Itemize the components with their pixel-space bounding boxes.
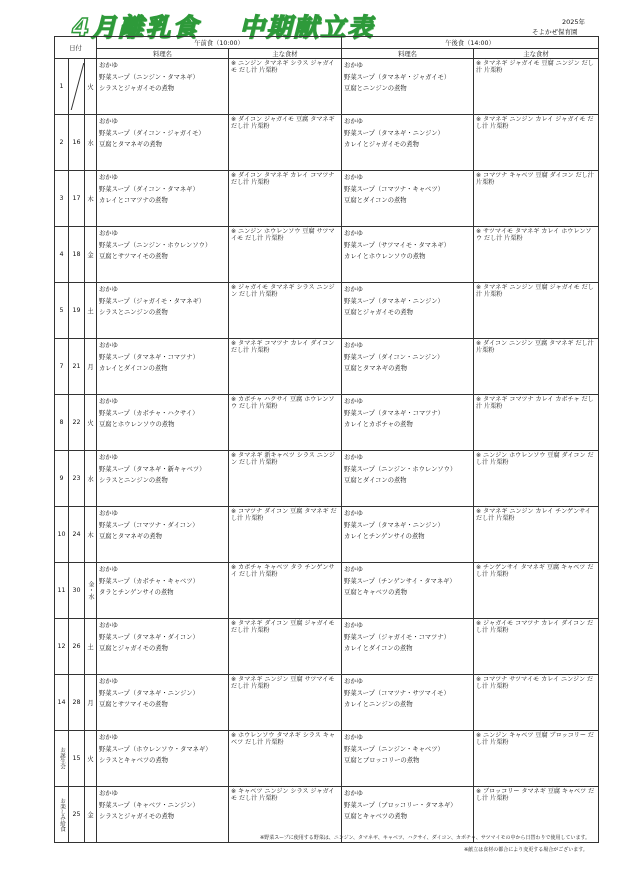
- event-label: お誕生会: [59, 747, 65, 770]
- table-row: [55, 339, 599, 395]
- dish-name: 野菜スープ（サツマイモ・タマネギ）: [344, 241, 450, 249]
- afternoon-dishes: [342, 563, 474, 619]
- dish-name: シラスとキャベツの煮物: [99, 757, 169, 765]
- row-day-of-week: 木: [85, 507, 97, 563]
- dish-name: 豆腐とサツマイモの煮物: [99, 701, 168, 709]
- morning-dishes: [97, 227, 229, 283]
- dish-name: おかゆ: [99, 62, 118, 69]
- dish-name: カレイとニンジンの煮物: [344, 701, 413, 709]
- row-number: 5: [55, 283, 69, 339]
- ingredient-list: ※ カボチャ ハクサイ 豆腐 ホウレンソウ だし汁 片栗粉: [231, 396, 335, 411]
- table-row: [55, 619, 599, 675]
- row-date: 22: [69, 395, 85, 451]
- event-label: お楽しみ給食: [59, 797, 65, 832]
- ingredient-list: ※ ジャガイモ コマツナ カレイ ダイコン だし汁 片栗粉: [476, 620, 594, 635]
- dish-name: 野菜スープ（タマネギ・ニンジン）: [344, 297, 444, 305]
- dish-name: おかゆ: [99, 398, 118, 405]
- afternoon-dishes: [342, 227, 474, 283]
- dish-list: [97, 619, 228, 656]
- dish-list: [97, 115, 228, 152]
- row-day-of-week: 火: [85, 395, 97, 451]
- afternoon-dishes: [342, 395, 474, 451]
- morning-dishes: [97, 115, 229, 171]
- dish-name: 豆腐とダイコンの煮物: [344, 477, 407, 485]
- dish-list: [342, 171, 473, 208]
- dish-name: おかゆ: [99, 566, 118, 573]
- dish-name: 野菜スープ（ブロッコリー・タマネギ）: [344, 801, 457, 809]
- dish-name: おかゆ: [99, 790, 118, 797]
- row-date: 25: [69, 787, 85, 843]
- dish-name: おかゆ: [344, 678, 363, 685]
- dish-name: 野菜スープ（コマツナ・ダイコン）: [99, 521, 199, 529]
- row-number: 1: [55, 59, 69, 115]
- morning-ingredients: [229, 395, 342, 451]
- table-row: [55, 675, 599, 731]
- dish-name: 豆腐とジャガイモの煮物: [99, 645, 168, 653]
- dish-name: 野菜スープ（ジャガイモ・コマツナ）: [344, 633, 450, 641]
- afternoon-ingredients: [474, 507, 599, 563]
- dish-name: シラスとニンジンの煮物: [99, 309, 168, 317]
- dish-list: [342, 227, 473, 264]
- dish-name: おかゆ: [344, 566, 363, 573]
- ingredient-list: ※ ニンジン タマネギ シラス ジャガイモ だし汁 片栗粉: [231, 60, 335, 75]
- row-date: 24: [69, 507, 85, 563]
- ingredient-list: ※ タマネギ コマツナ カレイ ダイコン だし汁 片栗粉: [231, 340, 335, 355]
- dish-name: カレイとホウレンソウの煮物: [344, 253, 426, 261]
- row-day-of-week: 木: [85, 171, 97, 227]
- dish-name: 豆腐とホウレンソウの煮物: [99, 421, 175, 429]
- afternoon-ingredients: [474, 395, 599, 451]
- dish-name: おかゆ: [99, 510, 118, 517]
- dish-list: [97, 395, 228, 432]
- year-label: 2025年: [562, 18, 586, 26]
- table-row: [55, 283, 599, 339]
- ingredient-list: ※ ダイコン タマネギ カレイ コマツナ だし汁 片栗粉: [231, 172, 335, 187]
- morning-dishes: [97, 59, 229, 115]
- dish-name: おかゆ: [344, 230, 363, 237]
- morning-ingredients: [229, 115, 342, 171]
- header-date: 日付: [55, 37, 97, 59]
- row-number: 8: [55, 395, 69, 451]
- table-row: [55, 507, 599, 563]
- dish-name: 豆腐とタマネギの煮物: [99, 533, 162, 541]
- morning-ingredients: [229, 675, 342, 731]
- dish-name: 野菜スープ（タマネギ・ニンジン）: [344, 521, 444, 529]
- row-date: 17: [69, 171, 85, 227]
- dish-list: [342, 563, 473, 600]
- morning-ingredients: [229, 507, 342, 563]
- morning-dishes: [97, 619, 229, 675]
- row-day-of-week: [85, 563, 97, 619]
- dish-name: 豆腐とキャベツの煮物: [344, 589, 407, 597]
- morning-ingredients: [229, 731, 342, 787]
- ingredient-list: ※ タマネギ ニンジン カレイ ジャガイモ だし汁 片栗粉: [476, 116, 594, 131]
- dish-list: [342, 507, 473, 544]
- dish-list: [342, 787, 473, 824]
- ingredient-list: ※ サツマイモ タマネギ カレイ ホウレンソウ だし汁 片栗粉: [476, 228, 592, 243]
- dish-list: [97, 451, 228, 488]
- morning-dishes: [97, 395, 229, 451]
- dish-name: 豆腐とジャガイモの煮物: [344, 309, 413, 317]
- dish-name: 野菜スープ（タマネギ・コマツナ）: [99, 353, 199, 361]
- dish-name: 豆腐とキャベツの煮物: [344, 813, 407, 821]
- afternoon-dishes: [342, 731, 474, 787]
- dish-name: シラスとニンジンの煮物: [99, 477, 168, 485]
- dish-name: 野菜スープ（ジャガイモ・タマネギ）: [99, 297, 206, 305]
- dish-name: 野菜スープ（ニンジン・ホウレンソウ）: [344, 465, 457, 473]
- row-date: 26: [69, 619, 85, 675]
- ingredient-list: ※ タマネギ コマツナ カレイ カボチャ だし汁 片栗粉: [476, 396, 594, 411]
- dish-name: おかゆ: [99, 678, 118, 685]
- dish-list: [342, 619, 473, 656]
- dish-name: 豆腐とブロッコリーの煮物: [344, 757, 420, 765]
- morning-dishes: [97, 171, 229, 227]
- ingredient-list: ※ ニンジン ホウレンソウ 豆腐 ダイコン だし汁 片栗粉: [476, 452, 594, 467]
- ingredient-list: ※ タマネギ ジャガイモ 豆腐 ニンジン だし汁 片栗粉: [476, 60, 594, 75]
- row-date: [69, 59, 85, 115]
- morning-ingredients: [229, 451, 342, 507]
- row-date: 16: [69, 115, 85, 171]
- afternoon-dishes: [342, 675, 474, 731]
- title-left: 4月離乳食: [72, 13, 200, 42]
- afternoon-dishes: [342, 451, 474, 507]
- dish-name: おかゆ: [344, 734, 363, 741]
- dish-name: おかゆ: [344, 118, 363, 125]
- row-number: 14: [55, 675, 69, 731]
- ingredient-list: ※ ホウレンソウ タマネギ シラス キャベツ だし汁 片栗粉: [231, 732, 335, 747]
- dish-name: シラスとジャガイモの煮物: [99, 813, 175, 821]
- header-dish-name-am: 料理名: [97, 49, 229, 59]
- row-date: 15: [69, 731, 85, 787]
- afternoon-ingredients: [474, 675, 599, 731]
- table-row: [55, 563, 599, 619]
- morning-ingredients: [229, 563, 342, 619]
- dish-name: 豆腐とタマネギの煮物: [344, 365, 407, 373]
- row-number: 7: [55, 339, 69, 395]
- dish-name: おかゆ: [99, 286, 118, 293]
- dish-name: 野菜スープ（タマネギ・新キャベツ）: [99, 465, 206, 473]
- dish-name: カレイとコマツナの煮物: [99, 197, 168, 205]
- afternoon-dishes: [342, 115, 474, 171]
- morning-dishes: [97, 787, 229, 843]
- dish-list: [97, 675, 228, 712]
- dish-name: 野菜スープ（ニンジン・キャベツ）: [344, 745, 444, 753]
- morning-ingredients: [229, 283, 342, 339]
- dish-name: おかゆ: [344, 622, 363, 629]
- dish-name: おかゆ: [344, 174, 363, 181]
- ingredient-list: ※ タマネギ ニンジン 豆腐 ジャガイモ だし汁 片栗粉: [476, 284, 594, 299]
- afternoon-dishes: [342, 283, 474, 339]
- ingredient-list: ※ ジャガイモ タマネギ シラス ニンジン だし汁 片栗粉: [231, 284, 335, 299]
- row-day-of-week: 金: [85, 787, 97, 843]
- dish-name: カレイとダイコンの煮物: [344, 645, 413, 653]
- row-day-of-week: 土: [85, 619, 97, 675]
- dish-list: [97, 171, 228, 208]
- row-date: 30: [69, 563, 85, 619]
- dish-name: 野菜スープ（カボチャ・ハクサイ）: [99, 409, 199, 417]
- dish-name: おかゆ: [99, 454, 118, 461]
- title-right: 中期献立表: [239, 13, 375, 42]
- dish-list: [97, 507, 228, 544]
- row-number: 11: [55, 563, 69, 619]
- afternoon-dishes: [342, 339, 474, 395]
- morning-ingredients: [229, 619, 342, 675]
- morning-dishes: [97, 451, 229, 507]
- dish-name: 豆腐とサツマイモの煮物: [99, 253, 168, 261]
- dish-name: おかゆ: [99, 118, 118, 125]
- afternoon-dishes: [342, 59, 474, 115]
- dish-name: おかゆ: [99, 734, 118, 741]
- row-number: [55, 787, 69, 843]
- morning-dishes: [97, 339, 229, 395]
- row-day-of-week: 火: [85, 731, 97, 787]
- morning-dishes: [97, 283, 229, 339]
- dish-name: 野菜スープ（タマネギ・ダイコン）: [99, 633, 199, 641]
- afternoon-ingredients: [474, 619, 599, 675]
- dish-name: 豆腐とダイコンの煮物: [344, 197, 407, 205]
- footnote-changes: ※献立は食材の都合により変更する場合がございます。: [464, 847, 588, 853]
- school-name: そよかぜ保育園: [532, 28, 578, 36]
- dish-list: [97, 227, 228, 264]
- ingredient-list: ※ コマツナ ダイコン 豆腐 タマネギ だし汁 片栗粉: [231, 508, 337, 523]
- row-number: 4: [55, 227, 69, 283]
- morning-dishes: [97, 563, 229, 619]
- dish-list: [342, 395, 473, 432]
- dish-name: 野菜スープ（キャベツ・ニンジン）: [99, 801, 199, 809]
- header-morning: 午前食（10:00）: [97, 37, 342, 49]
- ingredient-list: ※ キャベツ ニンジン シラス ジャガイモ だし汁 片栗粉: [231, 788, 335, 803]
- row-day-of-week: 火: [85, 59, 97, 115]
- dish-list: [342, 283, 473, 320]
- ingredient-list: ※ タマネギ ダイコン 豆腐 ジャガイモ だし汁 片栗粉: [231, 620, 335, 635]
- dish-name: カレイとダイコンの煮物: [99, 365, 168, 373]
- dish-name: 野菜スープ（ニンジン・タマネギ）: [99, 73, 199, 81]
- dish-name: 野菜スープ（チンゲンサイ・タマネギ）: [344, 577, 456, 585]
- dish-name: 豆腐とタマネギの煮物: [99, 141, 162, 149]
- dish-name: おかゆ: [344, 454, 363, 461]
- afternoon-ingredients: [474, 227, 599, 283]
- row-date: 23: [69, 451, 85, 507]
- table-row: [55, 171, 599, 227]
- row-day-of-week: 水: [85, 451, 97, 507]
- afternoon-dishes: [342, 171, 474, 227]
- table-row: [55, 115, 599, 171]
- row-number: 12: [55, 619, 69, 675]
- dish-list: [97, 283, 228, 320]
- dish-name: 豆腐とニンジンの煮物: [344, 85, 407, 93]
- morning-ingredients: [229, 227, 342, 283]
- dish-name: 野菜スープ（ニンジン・ホウレンソウ）: [99, 241, 212, 249]
- row-date: 19: [69, 283, 85, 339]
- header-afternoon: 午後食（14:00）: [342, 37, 599, 49]
- dish-name: おかゆ: [99, 230, 118, 237]
- row-date: 21: [69, 339, 85, 395]
- table-row: [55, 451, 599, 507]
- dish-name: 野菜スープ（ダイコン・ニンジン）: [344, 353, 444, 361]
- row-day-of-week: 水: [85, 115, 97, 171]
- table-row: [55, 395, 599, 451]
- ingredient-list: ※ タマネギ ニンジン カレイ チンゲンサイ だし汁 片栗粉: [476, 508, 591, 523]
- dish-name: 野菜スープ（タマネギ・ニンジン）: [99, 689, 199, 697]
- row-day-of-week: 金: [85, 227, 97, 283]
- ingredient-list: ※ ブロッコリー タマネギ 豆腐 キャベツ だし汁 片栗粉: [476, 788, 595, 803]
- row-date: 28: [69, 675, 85, 731]
- row-day-of-week: 月: [85, 339, 97, 395]
- morning-dishes: [97, 675, 229, 731]
- afternoon-ingredients: [474, 283, 599, 339]
- row-date: 18: [69, 227, 85, 283]
- row-number: 3: [55, 171, 69, 227]
- table-row: [55, 227, 599, 283]
- dish-list: [342, 675, 473, 712]
- afternoon-dishes: [342, 507, 474, 563]
- dish-name: カレイとカボチャの煮物: [344, 421, 413, 429]
- dish-name: 野菜スープ（コマツナ・サツマイモ）: [344, 689, 450, 697]
- table-row: [55, 731, 599, 787]
- morning-dishes: [97, 731, 229, 787]
- dish-list: [97, 731, 228, 768]
- row-number: 10: [55, 507, 69, 563]
- dish-name: 野菜スープ（ホウレンソウ・タマネギ）: [99, 745, 212, 753]
- ingredient-list: ※ タマネギ ニンジン 豆腐 サツマイモ だし汁 片栗粉: [231, 676, 335, 691]
- dish-list: [342, 451, 473, 488]
- dish-name: 野菜スープ（タマネギ・ニンジン）: [344, 129, 444, 137]
- dish-name: おかゆ: [344, 62, 363, 69]
- table-row: [55, 59, 599, 115]
- ingredient-list: ※ ニンジン ホウレンソウ 豆腐 サツマイモ だし汁 片栗粉: [231, 228, 335, 243]
- dish-name: カレイとジャガイモの煮物: [344, 141, 419, 149]
- afternoon-ingredients: [474, 451, 599, 507]
- dish-name: おかゆ: [344, 342, 363, 349]
- dish-list: [342, 115, 473, 152]
- dish-list: [97, 59, 228, 96]
- row-number: 9: [55, 451, 69, 507]
- afternoon-ingredients: [474, 59, 599, 115]
- afternoon-ingredients: [474, 563, 599, 619]
- day-of-week-label: 金・水: [87, 581, 94, 600]
- header-ingredients-am: 主な食材: [229, 49, 342, 59]
- dish-name: 野菜スープ（ダイコン・ジャガイモ）: [99, 129, 205, 137]
- row-number: 2: [55, 115, 69, 171]
- ingredient-list: ※ コマツナ サツマイモ カレイ ニンジン だし汁 片栗粉: [476, 676, 594, 691]
- morning-ingredients: [229, 339, 342, 395]
- header-ingredients-pm: 主な食材: [474, 49, 599, 59]
- dish-list: [342, 731, 473, 768]
- ingredient-list: ※ コマツナ キャベツ 豆腐 ダイコン だし汁 片栗粉: [476, 172, 594, 187]
- dish-name: 野菜スープ（タマネギ・ジャガイモ）: [344, 73, 451, 81]
- ingredient-list: ※ ニンジン キャベツ 豆腐 ブロッコリー だし汁 片栗粉: [476, 732, 594, 747]
- afternoon-dishes: [342, 619, 474, 675]
- afternoon-ingredients: [474, 171, 599, 227]
- dish-name: シラスとジャガイモの煮物: [99, 85, 175, 93]
- dish-list: [342, 339, 473, 376]
- dish-list: [97, 339, 228, 376]
- dish-name: おかゆ: [344, 510, 363, 517]
- dish-name: おかゆ: [344, 790, 363, 797]
- dish-name: タラとチンゲンサイの煮物: [99, 589, 174, 597]
- footnote-vegetables: ※野菜スープに使用する野菜は、ニンジン、タマネギ、キャベツ、ハクサイ、ダイコン、カボチャ、サツマイモの中から日替わりで使用しています。: [260, 835, 591, 841]
- afternoon-ingredients: [474, 731, 599, 787]
- dish-name: 野菜スープ（カボチャ・キャベツ）: [99, 577, 199, 585]
- dish-list: [97, 787, 228, 824]
- ingredient-list: ※ チンゲンサイ タマネギ 豆腐 キャベツ だし汁 片栗粉: [476, 564, 594, 579]
- dish-name: おかゆ: [344, 398, 363, 405]
- morning-ingredients: [229, 59, 342, 115]
- ingredient-list: ※ ダイコン ジャガイモ 豆腐 タマネギ だし汁 片栗粉: [231, 116, 335, 131]
- afternoon-ingredients: [474, 339, 599, 395]
- ingredient-list: ※ カボチャ キャベツ タラ チンゲンサイ だし汁 片栗粉: [231, 564, 335, 579]
- row-day-of-week: 土: [85, 283, 97, 339]
- morning-dishes: [97, 507, 229, 563]
- dish-list: [97, 563, 228, 600]
- dish-name: おかゆ: [344, 286, 363, 293]
- ingredient-list: ※ タマネギ 新キャベツ シラス ニンジン だし汁 片栗粉: [231, 452, 335, 467]
- dish-name: 野菜スープ（タマネギ・コマツナ）: [344, 409, 444, 417]
- afternoon-ingredients: [474, 115, 599, 171]
- dish-list: [342, 59, 473, 96]
- dish-name: 野菜スープ（コマツナ・キャベツ）: [344, 185, 444, 193]
- row-day-of-week: 月: [85, 675, 97, 731]
- dish-name: 野菜スープ（ダイコン・タマネギ）: [99, 185, 199, 193]
- menu-table: [54, 36, 599, 843]
- dish-name: おかゆ: [99, 342, 118, 349]
- row-number: [55, 731, 69, 787]
- header-dish-name-pm: 料理名: [342, 49, 474, 59]
- ingredient-list: ※ ダイコン ニンジン 豆腐 タマネギ だし汁 片栗粉: [476, 340, 594, 355]
- dish-name: おかゆ: [99, 622, 118, 629]
- morning-ingredients: [229, 171, 342, 227]
- dish-name: カレイとチンゲンサイの煮物: [344, 533, 425, 541]
- dish-name: おかゆ: [99, 174, 118, 181]
